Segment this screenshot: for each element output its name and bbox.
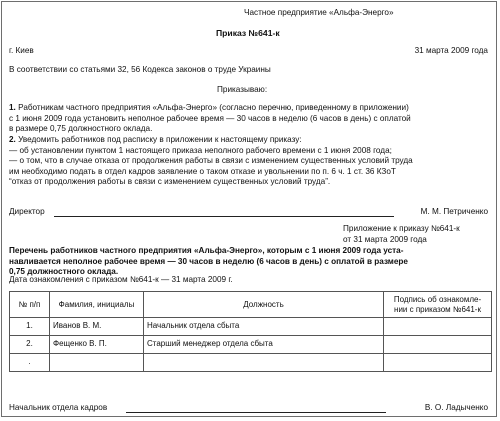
row-name: Фещенко В. П. [50,336,144,354]
order-item-number: 2. [9,135,16,144]
order-item-2 [9,135,491,188]
director-signature-line [54,216,394,217]
director-name: М. М. Петриченко [420,207,488,216]
order-item-line: в размере 0,75 должностного оклада. [9,124,153,133]
table-row [10,336,492,354]
row-name: Иванов В. М. [50,318,144,336]
order-date: 31 марта 2009 года [414,46,488,55]
appendix-line-1: Приложение к приказу №641-к [343,224,460,233]
row-position [144,354,384,372]
order-item-number: 1. [9,103,16,112]
hr-signature-line [126,412,386,413]
order-item-1 [9,103,491,135]
row-num: . [10,354,50,372]
row-signature [384,336,492,354]
order-word: Приказываю: [217,85,268,94]
order-city: г. Киев [9,46,34,55]
order-item-line: — о том, что в случае отказа от продолжения работы в связи с изменением существенных условий труда [9,156,413,165]
row-num: 2. [10,336,50,354]
list-title: Перечень работников частного предприятия «Альфа-Энерго», которым с 1 июня 2009 года уста- навливается неполное рабочее время — 30 часов в неделю (6 часов в день) с оплатой в размере 0,75 должностного оклада. [9,246,408,276]
header-signature: Подпись об ознакомле- нии с приказом №641-к [384,292,492,318]
order-item-line: “отказ от продолжения работы в связи с изменением существенных условий труда”. [9,177,331,186]
director-label: Директор [9,207,45,216]
row-num: 1. [10,318,50,336]
order-item-line: им необходимо подать в отдел кадров заявление о таком отказе и увольнении по п. 6 ч. 1 ст. 36 КЗоТ [9,166,396,176]
row-signature [384,318,492,336]
acknowledgement-date: Дата ознакомления с приказом №641-к — 31 марта 2009 г. [9,275,233,284]
row-position: Старший менеджер отдела сбыта [144,336,384,354]
order-item-line: 1. Работникам частного предприятия «Альфа-Энерго» (согласно перечню, приведенному в приложении) [9,103,409,112]
hr-label: Начальник отдела кадров [9,403,108,412]
row-signature [384,354,492,372]
table-row [10,354,492,372]
company-name: Частное предприятие «Альфа-Энерго» [244,8,394,17]
header-num: № п/п [10,292,50,318]
order-document [1,1,497,417]
order-title: Приказ №641-к [216,28,280,38]
order-item-line: — об установлении пунктом 1 настоящего приказа неполного рабочего времени с 1 июня 2008 года; [9,145,392,155]
preamble: В соответствии со статьями 32, 56 Кодекса законов о труде Украины [9,65,271,74]
employee-table [9,291,492,372]
order-item-line: 2. Уведомить работников под расписку в приложении к настоящему приказу: [9,135,302,144]
table-row [10,318,492,336]
hr-name: В. О. Ладыченко [424,403,488,412]
row-position: Начальник отдела сбыта [144,318,384,336]
appendix-line-2: от 31 марта 2009 года [343,235,427,244]
header-name: Фамилия, инициалы [50,292,144,318]
order-item-line: с 1 июня 2009 года установить неполное рабочее время — 30 часов в неделю (6 часов в день) с оплатой [9,113,411,123]
table-header-row [10,292,492,318]
header-position: Должность [144,292,384,318]
row-name [50,354,144,372]
